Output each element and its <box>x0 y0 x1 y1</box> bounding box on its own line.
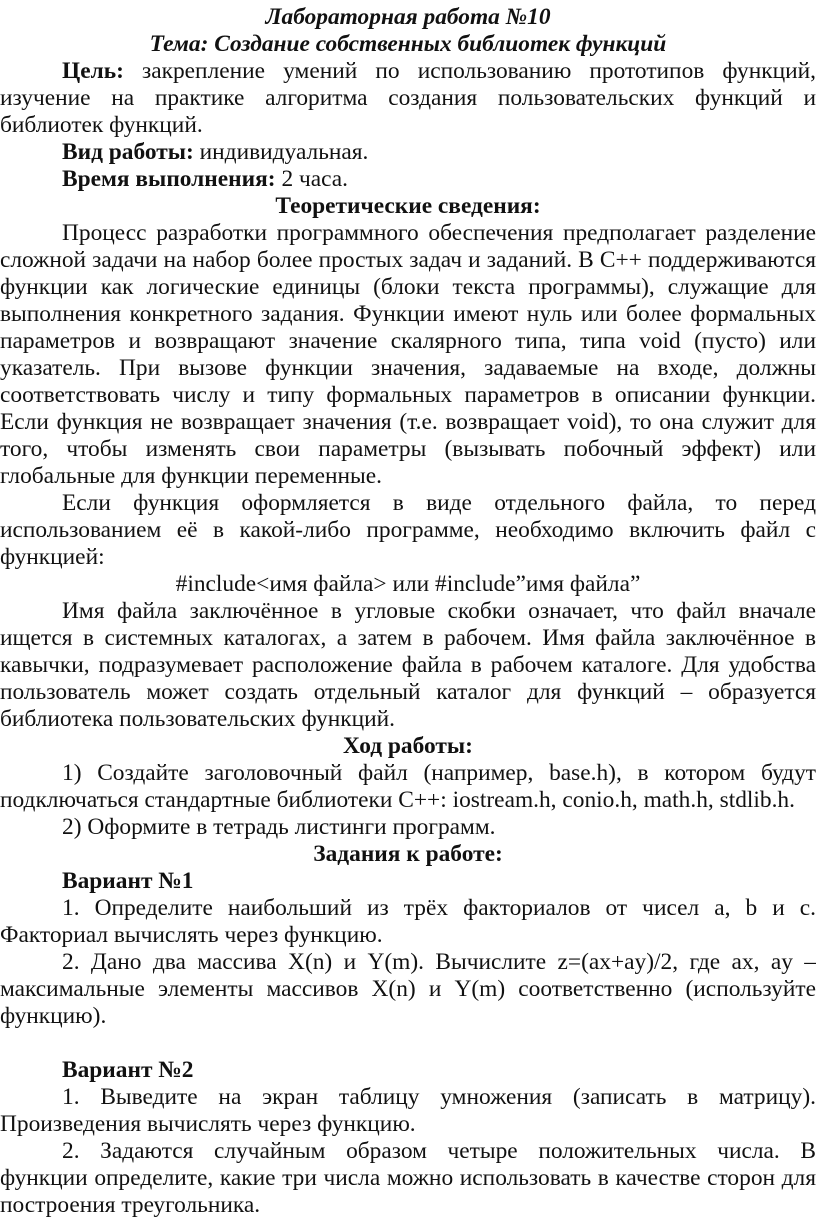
variant-1-task-1: 1. Определите наибольший из трёх факториалов от чисел a, b и c. <box>62 895 816 921</box>
duration-value: 2 часа. <box>281 166 349 192</box>
theory-p1-line: соответствовать числу и типу формальных параметров в описании функции. <box>0 382 816 408</box>
variant-1-title: Вариант №1 <box>62 868 194 894</box>
procedure-step-2: 2) Оформите в тетрадь листинги программ. <box>62 814 496 840</box>
variant-1-task-2-cont: функцию). <box>0 1003 107 1029</box>
lab-title: Лабораторная работа №10 <box>265 4 551 30</box>
procedure-step-1-cont: подключаться стандартные библиотеки С++: iostream.h, conio.h, math.h, stdlib.h. <box>0 787 795 813</box>
theory-p1-line: функции как логические единицы (блоки текста программы), служащие для <box>0 274 816 300</box>
variant-2-task-2-cont: функции определите, какие три числа можно использовать в качестве сторон для <box>0 1165 816 1191</box>
theory-p2-line: использованием её в какой-либо программе, необходимо включить файл с <box>0 517 816 543</box>
theory-p1-line: сложной задачи на набор более простых задач и заданий. В С++ поддерживаются <box>0 247 816 273</box>
theory-p1-line: параметров и возвращают значение скалярного типа, типа void (пусто) или <box>0 328 816 354</box>
theory-p1-line: Если функция не возвращает значения (т.е. возвращает void), то она служит для <box>0 409 816 435</box>
variant-2-task-1-cont: Произведения вычислять через функцию. <box>0 1111 416 1137</box>
goal-line-3: библиотек функций. <box>0 112 203 138</box>
theory-p1-line: указатель. При вызове функции значения, задаваемые на входе, должны <box>0 355 816 381</box>
work-type-value: индивидуальная. <box>199 139 369 165</box>
theory-p1-line: того, чтобы изменять свои параметры (вызывать побочный эффект) или <box>0 436 816 462</box>
procedure-heading: Ход работы: <box>343 733 473 759</box>
variant-1-task-1-cont: Факториал вычислять через функцию. <box>0 922 383 948</box>
variant-2-title: Вариант №2 <box>62 1057 194 1083</box>
theory-p3-line: Имя файла заключённое в угловые скобки означает, что файл вначале <box>62 598 816 624</box>
variant-1-task-2-cont: максимальные элементы массивов X(n) и Y(m) соответственно (используйте <box>0 976 816 1002</box>
theory-p3-line: пользователь может создать отдельный каталог для функций – образуется <box>0 679 816 705</box>
tasks-heading: Задания к работе: <box>313 841 503 867</box>
theory-p2-line: Если функция оформляется в виде отдельного файла, то перед <box>62 490 816 516</box>
variant-2-task-1: 1. Выведите на экран таблицу умножения (записать в матрицу). <box>62 1084 816 1110</box>
work-type <box>62 139 816 166</box>
theory-p1-line: выполнения конкретного задания. Функции имеют нуль или более формальных <box>0 301 816 327</box>
theory-p3-line: кавычки, подразумевает расположение файла в рабочем каталоге. Для удобства <box>0 652 816 678</box>
theory-heading: Теоретические сведения: <box>275 193 541 219</box>
topic-title: Тема: Создание собственных библиотек функций <box>149 31 667 57</box>
theory-p3-line: ищется в системных каталогах, а затем в рабочем. Имя файла заключённое в <box>0 625 816 651</box>
duration-label: Время выполнения: <box>62 166 276 192</box>
variant-2-task-2-cont: построения треугольника. <box>0 1192 261 1218</box>
variant-1-task-2: 2. Дано два массива X(n) и Y(m). Вычислите z=(ax+ay)/2, где ax, ay – <box>62 949 816 975</box>
theory-p1-line: Процесс разработки программного обеспечения предполагает разделение <box>62 220 816 246</box>
work-type-label: Вид работы: <box>62 139 194 165</box>
goal-label: Цель: <box>62 58 124 84</box>
goal-line-2: изучение на практике алгоритма создания пользовательских функций и <box>0 85 816 111</box>
include-line: #include<имя файла> или #include”имя файла” <box>175 571 641 597</box>
duration <box>62 166 816 193</box>
theory-p2-line: функцией: <box>0 544 105 570</box>
theory-p1-line: глобальные для функции переменные. <box>0 463 382 489</box>
goal-text-1: закрепление умений по использованию прототипов функций, <box>141 58 816 84</box>
theory-p3-line: библиотека пользовательских функций. <box>0 706 396 732</box>
goal-line-1 <box>62 58 816 85</box>
procedure-step-1: 1) Создайте заголовочный файл (например, base.h), в котором будут <box>62 760 816 786</box>
variant-2-task-2: 2. Задаются случайным образом четыре положительных числа. В <box>62 1138 816 1164</box>
